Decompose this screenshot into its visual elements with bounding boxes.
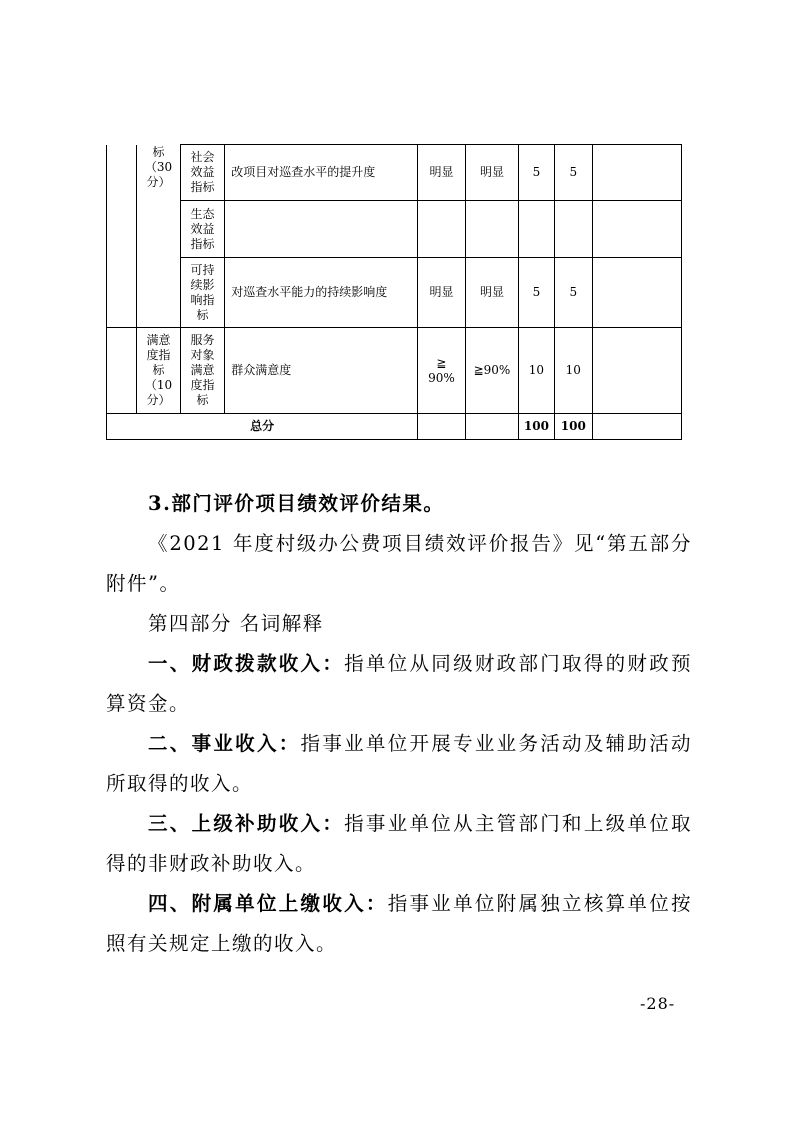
indicator-name-cell: 对巡查水平能力的持续影响度 xyxy=(225,258,418,328)
actual-value-cell xyxy=(465,201,519,258)
term-definition xyxy=(106,724,692,804)
level3-indicator-cell: 社会 效益 指标 xyxy=(180,145,224,201)
part-heading: 第四部分 名词解释 xyxy=(148,612,324,635)
target-value-cell xyxy=(418,201,465,258)
score-cell: 5 xyxy=(554,145,592,201)
level2-category-cell: 标 （30 分） xyxy=(137,145,180,328)
note-cell xyxy=(593,145,682,201)
table-row xyxy=(107,328,682,414)
level1-category-cell xyxy=(107,145,137,328)
term-text: 指单位从同级财政部门取得的财政预算资金。 xyxy=(106,652,692,715)
weight-cell: 10 xyxy=(519,328,554,414)
note-cell xyxy=(593,258,682,328)
level3-indicator-cell: 生态 效益 指标 xyxy=(180,201,224,258)
term-text: 指事业单位从主管部门和上级单位取得的非财政补助收入。 xyxy=(106,812,692,875)
indicator-name-cell xyxy=(225,201,418,258)
actual-value-cell: 明显 xyxy=(465,145,519,201)
table-row xyxy=(107,145,682,201)
weight-cell: 5 xyxy=(519,258,554,328)
indicator-name-cell: 群众满意度 xyxy=(225,328,418,414)
note-cell xyxy=(593,414,682,440)
term-label: 一、财政拨款收入： xyxy=(148,652,345,675)
table-row-total xyxy=(107,414,682,440)
actual-value-cell xyxy=(465,414,519,440)
score-cell: 10 xyxy=(554,328,592,414)
performance-table xyxy=(106,144,682,440)
total-label-cell: 总分 xyxy=(107,414,418,440)
score-cell: 5 xyxy=(554,258,592,328)
paragraph: 《2021 年度村级办公费项目绩效评价报告》见“第五部分附件”。 xyxy=(106,532,692,595)
term-label: 二、事业收入： xyxy=(148,732,301,755)
actual-value-cell: 明显 xyxy=(465,258,519,328)
term-label: 四、附属单位上缴收入： xyxy=(148,892,388,915)
note-cell xyxy=(593,328,682,414)
target-value-cell xyxy=(418,414,465,440)
note-cell xyxy=(593,201,682,258)
target-value-cell: 明显 xyxy=(418,258,465,328)
level1-category-cell xyxy=(107,328,137,414)
term-definition xyxy=(106,804,692,884)
term-text: 指事业单位附属独立核算单位按照有关规定上缴的收入。 xyxy=(106,892,692,955)
level2-category-cell: 满意 度指 标 （10 分） xyxy=(137,328,180,414)
total-score-cell: 100 xyxy=(554,414,592,440)
indicator-name-cell: 改项目对巡查水平的提升度 xyxy=(225,145,418,201)
page-number: -28- xyxy=(640,994,676,1013)
table-row xyxy=(107,258,682,328)
term-label: 三、上级补助收入： xyxy=(148,812,345,835)
level3-indicator-cell: 服务 对象 满意 度指 标 xyxy=(180,328,224,414)
target-value-cell: ≧ 90% xyxy=(418,328,465,414)
actual-value-cell: ≧90% xyxy=(465,328,519,414)
table-row xyxy=(107,201,682,258)
body-text xyxy=(106,484,692,964)
term-definition xyxy=(106,884,692,964)
level3-indicator-cell: 可持 续影 响指 标 xyxy=(180,258,224,328)
score-cell xyxy=(554,201,592,258)
term-text: 指事业单位开展专业业务活动及辅助活动所取得的收入。 xyxy=(106,732,692,795)
section-heading: 3.部门评价项目绩效评价结果。 xyxy=(148,492,445,515)
weight-cell: 5 xyxy=(519,145,554,201)
weight-cell xyxy=(519,201,554,258)
target-value-cell: 明显 xyxy=(418,145,465,201)
term-definition xyxy=(106,644,692,724)
total-weight-cell: 100 xyxy=(519,414,554,440)
